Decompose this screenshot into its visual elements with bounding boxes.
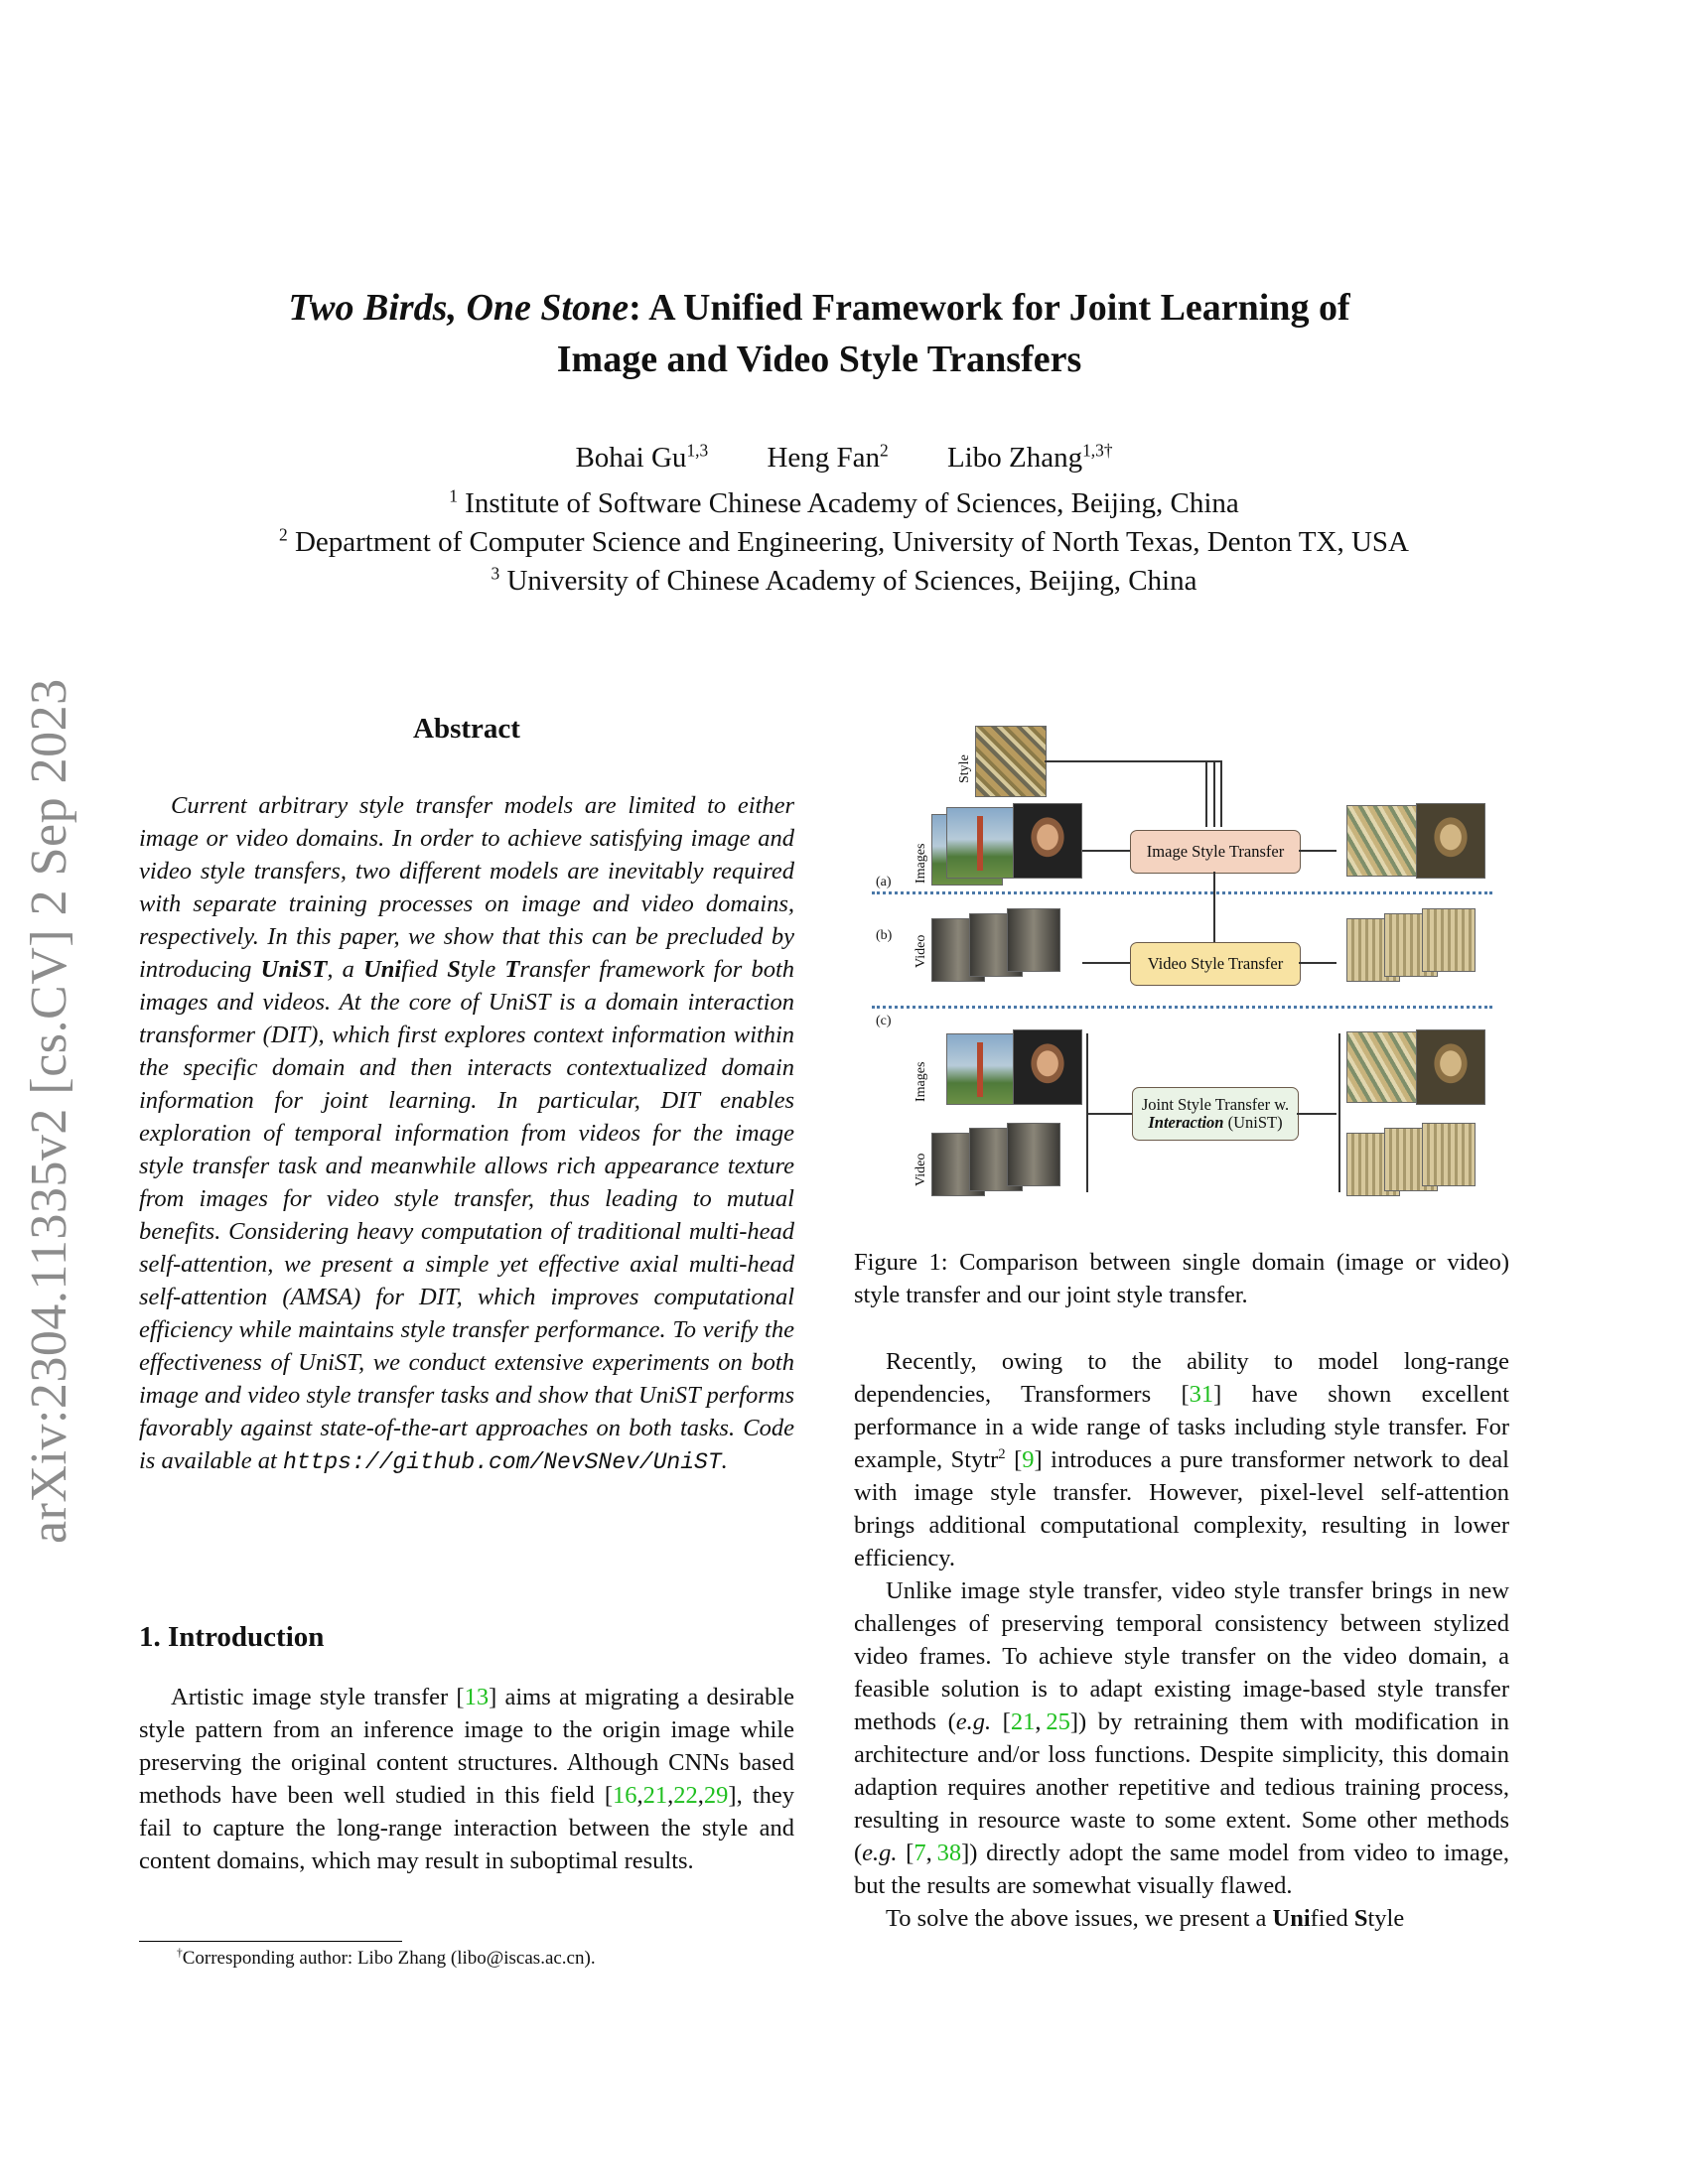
- body-text: [: [991, 1708, 1011, 1735]
- figure-1: [872, 720, 1492, 1201]
- joint-box-line2: [1148, 1114, 1282, 1132]
- citation-link[interactable]: 29: [703, 1782, 729, 1809]
- style-image: [975, 726, 1047, 797]
- author-affil: 1,3†: [1082, 440, 1113, 461]
- arrow-line: [1082, 850, 1130, 852]
- stylized-image-portrait: [1416, 1029, 1485, 1105]
- author-affil: 2: [880, 440, 889, 461]
- abstract-heading: Abstract: [413, 713, 520, 745]
- abstract-bold: UniST: [260, 956, 328, 983]
- intro-body: Artistic image style transfer [13] aims at migrating a desirable style pattern from an inference image to the origin image while preserving the original content structures. Although CNNs based methods have been well studied in this field [16,21,22,29], they fail to capture the long-range interaction between the style and content domains, which may result in suboptimal results.: [139, 1684, 795, 1874]
- title-line2: Image and Video Style Transfers: [556, 339, 1082, 380]
- affiliation-2: [0, 523, 1688, 561]
- separator-a: [872, 891, 1492, 894]
- arrow-line: [1297, 1113, 1336, 1115]
- right-column-body: Recently, owing to the ability to model long-range dependencies, Transformers [31] have shown excellent performance in a wide range of tasks including style transfer. For example, Stytr$^2$ [9] introduces a pure transformer network to deal with image style transfer. However, pixel-level self-attention brings additional computational complexity, resulting in lower efficiency. Unlike image style transfer, video style transfer brings in new challenges of preserving temporal consistency between stylized video frames. To achieve style transfer on the video domain, a feasible solution is to adapt existing image-based style transfer methods (e.g. [21, 25]) by retraining them with modification in architecture and/or loss functions. Despite simplicity, this domain adaption requires another repetitive and tedious training process, resulting in resource waste to some extent. Some other methods (e.g. [7, 38]) directly adopt the same model from video to image, but the results are somewhat visually flawed. To solve the above issues, we present a Unified Style: [854, 1348, 1509, 1932]
- images-label: Images: [914, 1061, 928, 1102]
- abstract-text: , a: [327, 956, 364, 983]
- citation-link[interactable]: 9: [1022, 1446, 1035, 1473]
- abstract-bold: T: [504, 956, 520, 983]
- abstract-body: [139, 789, 794, 1479]
- panel-a-label: (a): [876, 875, 892, 889]
- body-bold: Uni: [1272, 1905, 1311, 1932]
- abstract-text: ransfer framework for both images and videos. At the core of UniST is a domain interaction transformer (DIT), which first explores context information within the specific domain and then interacts contextualized domain information for joint learning. In particular, DIT enables exploration of temporal information from videos for the image style transfer task and meanwhile allows rich appearance texture from images for video style transfer, thus leading to mutual benefits. Considering heavy computation of traditional multi-head self-attention, we present a simple yet effective axial multi-head self-attention (AMSA) for DIT, which improves computational efficiency while maintains style transfer performance. To verify the effectiveness of UniST, we conduct extensive experiments on both image and video style transfer tasks and show that UniST performs favorably against state-of-the-art approaches on both tasks. Code is available at: [139, 956, 795, 1474]
- title-line1: : A Unified Framework for Joint Learning of: [629, 287, 1350, 329]
- affil-num: 1: [449, 485, 458, 506]
- citation-link[interactable]: 21: [642, 1782, 668, 1809]
- joint-box-interaction: Interaction: [1148, 1113, 1224, 1132]
- footnote: [139, 1946, 794, 1972]
- citation-link[interactable]: 16: [613, 1782, 637, 1809]
- citation-link[interactable]: 21: [1010, 1708, 1036, 1735]
- abstract-text: fied: [401, 956, 448, 983]
- arrow-line: [1220, 760, 1222, 827]
- abstract-bold: Uni: [363, 956, 402, 983]
- joint-box-line1: Joint Style Transfer w.: [1141, 1095, 1290, 1114]
- arrow-line: [1299, 962, 1336, 964]
- author-list: [0, 442, 1688, 475]
- abstract-text: Current arbitrary style transfer models are limited to either image or video domains. In order to achieve satisfying image and video style transfers, two different models are inevitably required with separate training processes on image and video domains, respectively. In this paper, we show that this can be precluded by introducing: [139, 792, 794, 983]
- arrow-line: [1045, 760, 1220, 762]
- citation-link[interactable]: 22: [673, 1782, 698, 1809]
- separator-b: [872, 1006, 1492, 1009]
- stylized-image-bridge: [1346, 805, 1418, 877]
- intro-text: Artistic image style transfer [: [171, 1684, 465, 1710]
- affiliation-3: [0, 562, 1688, 600]
- stylized-video-frame: [1422, 908, 1476, 972]
- arrow-line: [1082, 962, 1130, 964]
- arxiv-stamp: arXiv:2304.11335v2 [cs.CV] 2 Sep 2023: [21, 678, 77, 1544]
- footnote-text: Corresponding author: Libo Zhang (libo@iscas.ac.cn).: [182, 1948, 596, 1969]
- arrow-line: [1299, 850, 1336, 852]
- stylized-image-portrait: [1416, 803, 1485, 879]
- arrow-line: [1205, 760, 1207, 827]
- video-label: Video: [914, 934, 928, 968]
- author: [575, 442, 708, 474]
- panel-c-label: (c): [876, 1014, 892, 1028]
- title-italic: Two Birds, One Stone: [288, 287, 630, 329]
- affil-num: 3: [491, 563, 500, 584]
- citation-link[interactable]: 25: [1046, 1708, 1070, 1735]
- joint-style-transfer-box: [1132, 1087, 1299, 1141]
- body-text: Recently, owing to the ability to model long-range dependencies, Transformers [: [854, 1348, 1509, 1408]
- body-text: Unlike image style transfer, video style transfer brings in new challenges of preserving temporal consistency between stylized video frames. To achieve style transfer on the video domain, a feasible solution is to adapt existing image-based style transfer methods (: [854, 1577, 1509, 1735]
- citation-link[interactable]: 31: [1189, 1381, 1214, 1408]
- images-label: Images: [914, 843, 928, 884]
- figure-caption: Figure 1: Comparison between single domain (image or video) style transfer and our joint style transfer.: [854, 1249, 1509, 1308]
- content-image-bridge: [946, 1033, 1018, 1105]
- video-frame: [1007, 908, 1060, 972]
- intro-text: ], they fail to capture the long-range interaction between the style and content domains, which may result in suboptimal results.: [139, 1782, 795, 1874]
- stylized-image-bridge: [1346, 1031, 1418, 1103]
- citation-link[interactable]: 38: [936, 1840, 962, 1866]
- paper-title: [179, 282, 1460, 385]
- affil-text: University of Chinese Academy of Sciences, Beijing, China: [506, 565, 1197, 597]
- author-name: Heng Fan: [767, 442, 881, 474]
- intro-text: ] aims at migrating a desirable style pattern from an inference image to the origin image while preserving the original content structures. Although CNNs based methods have been well studied in this field [: [139, 1684, 794, 1809]
- arrow-line: [1213, 760, 1215, 827]
- footnote-rule: [139, 1941, 402, 1942]
- superscript: 2: [998, 1445, 1006, 1462]
- video-style-transfer-box: Video Style Transfer: [1130, 942, 1301, 986]
- author-name: Libo Zhang: [946, 442, 1083, 474]
- affil-num: 2: [279, 524, 288, 545]
- affil-text: Institute of Software Chinese Academy of Sciences, Beijing, China: [465, 487, 1239, 519]
- body-text: ]) directly adopt the same model from video to image, but the results are somewhat visually flawed.: [854, 1840, 1509, 1899]
- style-label: Style: [957, 754, 972, 783]
- bracket-line: [1338, 1033, 1340, 1192]
- body-bold: S: [1353, 1905, 1368, 1932]
- body-text: fied: [1310, 1905, 1354, 1932]
- body-text: ]) by retraining them with modification in architecture and/or loss functions. Despite simplicity, this domain adaption requires another repetitive and tedious training process, resulting in resource waste to some extent. Some other methods (: [854, 1708, 1509, 1866]
- body-italic: e.g.: [862, 1840, 898, 1866]
- footnote-mark: †: [177, 1947, 183, 1960]
- arrow-line: [1213, 872, 1215, 943]
- citation-link[interactable]: 13: [464, 1684, 490, 1710]
- author-affil: 1,3: [686, 440, 709, 461]
- body-text: tyle: [1367, 1905, 1405, 1932]
- panel-b-label: (b): [876, 928, 893, 943]
- abstract-bold: S: [447, 956, 461, 983]
- body-text: ] introduces a pure transformer network to deal with image style transfer. However, pixel-level self-attention brings additional computational complexity, resulting in lower efficiency.: [854, 1446, 1509, 1571]
- image-style-transfer-box: Image Style Transfer: [1130, 830, 1301, 874]
- content-image-portrait: [1013, 803, 1082, 879]
- affiliation-1: [0, 484, 1688, 522]
- body-italic: e.g.: [955, 1708, 992, 1735]
- content-image-bridge-2: [946, 807, 1018, 879]
- stylized-video-frame: [1422, 1123, 1476, 1186]
- body-text: [: [897, 1840, 914, 1866]
- author: [947, 442, 1113, 474]
- video-frame: [1007, 1123, 1060, 1186]
- body-text: ] have shown excellent performance in a wide range of tasks including style transfer. For example, Stytr: [854, 1381, 1509, 1473]
- video-label: Video: [914, 1153, 928, 1186]
- author: [767, 442, 888, 474]
- body-text: [: [1005, 1446, 1023, 1473]
- affil-text: Department of Computer Science and Engineering, University of North Texas, Denton TX, USA: [294, 526, 1409, 558]
- joint-box-unist: (UniST): [1223, 1113, 1283, 1132]
- intro-heading: 1. Introduction: [139, 1621, 325, 1653]
- body-text: To solve the above issues, we present a: [886, 1905, 1273, 1932]
- content-image-portrait: [1013, 1029, 1082, 1105]
- citation-link[interactable]: 7: [914, 1840, 926, 1866]
- author-name: Bohai Gu: [575, 442, 687, 474]
- arrow-line: [1088, 1113, 1132, 1115]
- abstract-text: tyle: [460, 956, 505, 983]
- abstract-text: .: [721, 1447, 728, 1474]
- code-url-link[interactable]: https://github.com/NevSNev/UniST: [282, 1449, 722, 1475]
